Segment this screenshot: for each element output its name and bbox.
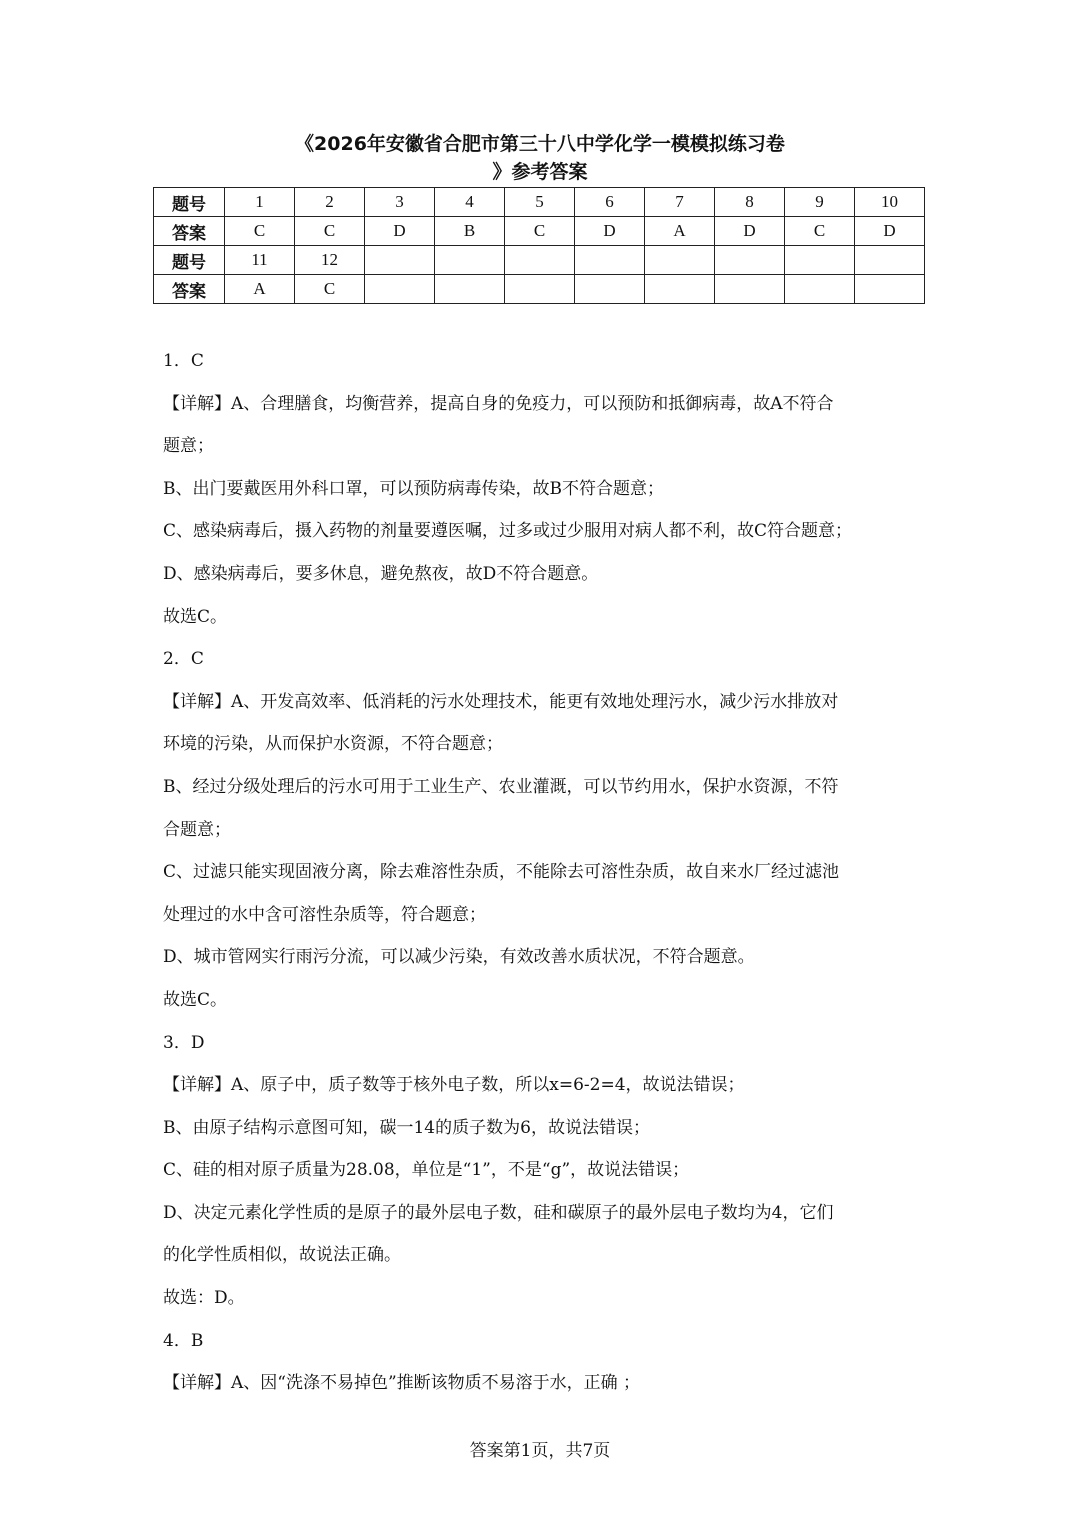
table-cell: 5 bbox=[505, 188, 575, 217]
text-line: B、出门要戴医用外科口罩，可以预防病毒传染，故B不符合题意； bbox=[163, 478, 664, 499]
table-cell bbox=[715, 275, 785, 304]
document-title-line-2: 》参考答案 bbox=[492, 161, 588, 183]
text-line: 【详解】A、因“洗涤不易掉色”推断该物质不易溶于水，正确 ； bbox=[163, 1373, 641, 1394]
text-line: 2．C bbox=[163, 649, 204, 670]
document-title-line-1: 《2026年安徽省合肥市第三十八中学化学一模模拟练习卷 bbox=[295, 133, 785, 155]
table-cell: 11 bbox=[225, 246, 295, 275]
text-line: 【详解】A、合理膳食，均衡营养，提高自身的免疫力，可以预防和抵御病毒，故A不符合 bbox=[163, 393, 834, 414]
text-line: 4．B bbox=[163, 1330, 204, 1351]
table-cell bbox=[505, 246, 575, 275]
text-line: B、经过分级处理后的污水可用于工业生产、农业灌溉，可以节约用水，保护水资源，不符 bbox=[163, 776, 839, 797]
text-line: 处理过的水中含可溶性杂质等，符合题意； bbox=[163, 904, 486, 925]
table-cell: C bbox=[505, 217, 575, 246]
row-header: 答案 bbox=[154, 275, 225, 304]
text-line: C、硅的相对原子质量为28.08，单位是“1”，不是“g”，故说法错误； bbox=[163, 1160, 690, 1181]
table-cell bbox=[505, 275, 575, 304]
text-line: 故选：D。 bbox=[163, 1288, 245, 1309]
text-line: 1．C bbox=[163, 351, 204, 371]
table-cell: 9 bbox=[785, 188, 855, 217]
number-row-2 bbox=[154, 246, 925, 275]
table-cell: B bbox=[435, 217, 505, 246]
table-cell: C bbox=[785, 217, 855, 246]
table-cell: 4 bbox=[435, 188, 505, 217]
table-cell bbox=[365, 275, 435, 304]
text-line: 3．D bbox=[163, 1032, 205, 1053]
table-cell: 6 bbox=[575, 188, 645, 217]
table-cell bbox=[435, 246, 505, 275]
text-line: B、由原子结构示意图可知，碳一14的质子数为6，故说法错误； bbox=[163, 1117, 650, 1138]
table-cell bbox=[365, 246, 435, 275]
table-cell: A bbox=[645, 217, 715, 246]
table-cell bbox=[855, 246, 925, 275]
text-line: 故选C。 bbox=[163, 989, 228, 1010]
text-line: D、决定元素化学性质的是原子的最外层电子数，硅和碳原子的最外层电子数均为4，它们 bbox=[163, 1202, 834, 1223]
table-cell bbox=[785, 246, 855, 275]
text-line: D、城市管网实行雨污分流，可以减少污染，有效改善水质状况，不符合题意。 bbox=[163, 947, 755, 968]
answer-table bbox=[153, 187, 925, 304]
row-header: 题号 bbox=[154, 188, 225, 217]
text-line: D、感染病毒后，要多休息，避免熬夜，故D不符合题意。 bbox=[163, 563, 599, 584]
table-cell: D bbox=[575, 217, 645, 246]
table-cell: 12 bbox=[295, 246, 365, 275]
table-cell bbox=[855, 275, 925, 304]
answer-row-1 bbox=[154, 217, 925, 246]
table-cell bbox=[785, 275, 855, 304]
table-cell bbox=[645, 246, 715, 275]
table-cell bbox=[435, 275, 505, 304]
table-cell bbox=[575, 246, 645, 275]
text-line: 故选C。 bbox=[163, 606, 228, 627]
text-line: C、感染病毒后，摄入药物的剂量要遵医嘱，过多或过少服用对病人都不利，故C符合题意； bbox=[163, 521, 853, 542]
text-line: 【详解】A、开发高效率、低消耗的污水处理技术，能更有效地处理污水，减少污水排放对 bbox=[163, 691, 839, 712]
table-cell: C bbox=[225, 217, 295, 246]
table-cell: D bbox=[365, 217, 435, 246]
table-cell bbox=[715, 246, 785, 275]
table-cell: D bbox=[855, 217, 925, 246]
table-cell: 7 bbox=[645, 188, 715, 217]
table-cell bbox=[575, 275, 645, 304]
answer-row-2 bbox=[154, 275, 925, 304]
row-header: 题号 bbox=[154, 246, 225, 275]
text-line: 环境的污染，从而保护水资源，不符合题意； bbox=[163, 734, 503, 755]
table-cell: 1 bbox=[225, 188, 295, 217]
table-cell: 3 bbox=[365, 188, 435, 217]
answer-explanations bbox=[163, 340, 923, 1405]
text-line: 【详解】A、原子中，质子数等于核外电子数，所以x=6-2=4，故说法错误； bbox=[163, 1075, 745, 1096]
number-row-1 bbox=[154, 188, 925, 217]
table-cell: D bbox=[715, 217, 785, 246]
text-line: 的化学性质相似，故说法正确。 bbox=[163, 1245, 401, 1266]
page-footer: 答案第1页，共7页 bbox=[469, 1441, 611, 1461]
text-line: 题意； bbox=[163, 436, 214, 457]
table-cell: 8 bbox=[715, 188, 785, 217]
table-cell: 2 bbox=[295, 188, 365, 217]
row-header: 答案 bbox=[154, 217, 225, 246]
table-cell: C bbox=[295, 275, 365, 304]
table-cell: C bbox=[295, 217, 365, 246]
table-cell: A bbox=[225, 275, 295, 304]
text-line: 合题意； bbox=[163, 819, 231, 840]
table-cell bbox=[645, 275, 715, 304]
text-line: C、过滤只能实现固液分离，除去难溶性杂质，不能除去可溶性杂质，故自来水厂经过滤池 bbox=[163, 862, 840, 883]
table-cell: 10 bbox=[855, 188, 925, 217]
